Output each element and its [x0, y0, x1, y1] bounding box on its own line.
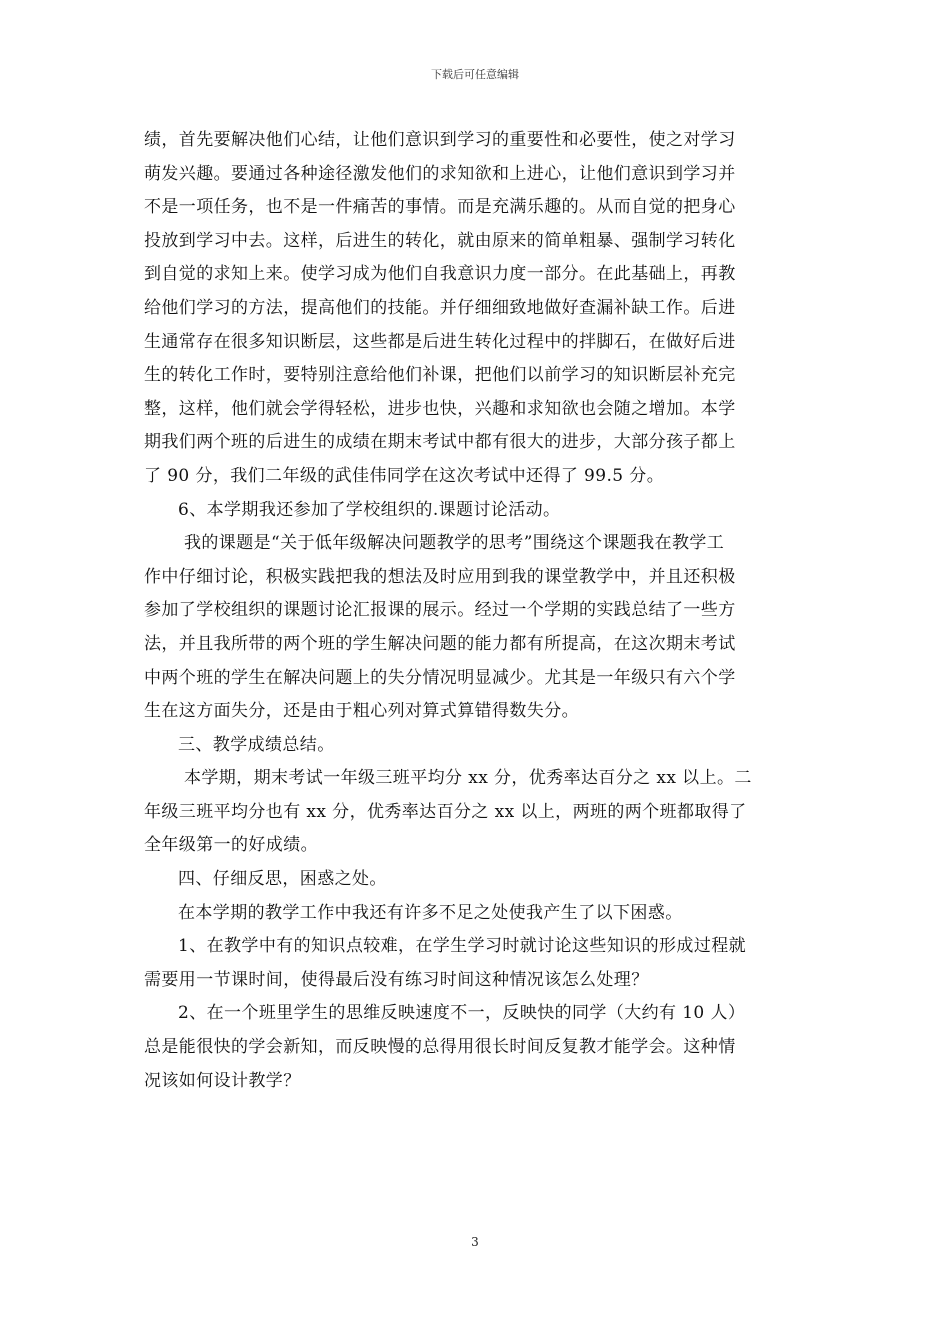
text-line: 到自觉的求知上来。使学习成为他们自我意识力度一部分。在此基础上，再教 — [144, 264, 736, 285]
text-line: 参加了学校组织的课题讨论汇报课的展示。经过一个学期的实践总结了一些方 — [144, 600, 736, 621]
paragraph-start: 我的课题是“关于低年级解决问题教学的思考”围绕这个课题我在教学工 — [184, 533, 725, 554]
text-line: 生通常存在很多知识断层，这些都是后进生转化过程中的拌脚石，在做好后进 — [144, 331, 736, 352]
text-line: 法，并且我所带的两个班的学生解决问题的能力都有所提高，在这次期末考试 — [144, 633, 736, 654]
text-line: 了 90 分，我们二年级的武佳伟同学在这次考试中还得了 99.5 分。 — [144, 465, 665, 486]
paragraph-start: 本学期，期末考试一年级三班平均分 xx 分，优秀率达百分之 xx 以上。二 — [184, 768, 752, 789]
text-line: 中两个班的学生在解决问题上的失分情况明显减少。尤其是一年级只有六个学 — [144, 667, 736, 688]
text-line: 生的转化工作时，要特别注意给他们补课，把他们以前学习的知识断层补充完 — [144, 365, 736, 386]
page-header: 下载后可任意编辑 — [431, 68, 519, 81]
document-body — [144, 124, 804, 1098]
text-line: 整，这样，他们就会学得轻松，进步也快，兴趣和求知欲也会随之增加。本学 — [144, 398, 736, 419]
section-heading: 三、教学成绩总结。 — [178, 734, 335, 755]
text-line: 需要用一节课时间，使得最后没有练习时间这种情况该怎么处理？ — [144, 969, 649, 990]
text-line: 况该如何设计教学？ — [144, 1070, 301, 1091]
text-line: 投放到学习中去。这样，后进生的转化，就由原来的简单粗暴、强制学习转化 — [144, 230, 736, 251]
text-line: 生在这方面失分，还是由于粗心列对算式算错得数失分。 — [144, 701, 579, 722]
text-line: 萌发兴趣。要通过各种途径激发他们的求知欲和上进心，让他们意识到学习并 — [144, 163, 736, 184]
text-line: 期我们两个班的后进生的成绩在期末考试中都有很大的进步，大部分孩子都上 — [144, 432, 736, 453]
paragraph-start: 在本学期的教学工作中我还有许多不足之处使我产生了以下困惑。 — [178, 902, 683, 923]
text-line: 年级三班平均分也有 xx 分，优秀率达百分之 xx 以上，两班的两个班都取得了 — [144, 801, 747, 822]
page-number: 3 — [471, 1235, 479, 1249]
text-line: 绩，首先要解决他们心结，让他们意识到学习的重要性和必要性，使之对学习 — [144, 130, 736, 150]
list-item: 2、在一个班里学生的思维反映速度不一，反映快的同学（大约有 10 人） — [178, 1003, 746, 1024]
list-item-heading: 6、本学期我还参加了学校组织的.课题讨论活动。 — [178, 499, 561, 520]
text-line: 全年级第一的好成绩。 — [144, 835, 318, 856]
text-line: 总是能很快的学会新知，而反映慢的总得用很长时间反复教才能学会。这种情 — [144, 1037, 736, 1058]
text-line: 给他们学习的方法，提高他们的技能。并仔细细致地做好查漏补缺工作。后进 — [144, 297, 736, 318]
list-item: 1、在教学中有的知识点较难，在学生学习时就讨论这些知识的形成过程就 — [178, 936, 747, 957]
text-line: 不是一项任务，也不是一件痛苦的事情。而是充满乐趣的。从而自觉的把身心 — [144, 197, 736, 218]
text-line: 作中仔细讨论，积极实践把我的想法及时应用到我的课堂教学中，并且还积极 — [144, 566, 736, 587]
section-heading: 四、仔细反思，困惑之处。 — [178, 869, 387, 890]
